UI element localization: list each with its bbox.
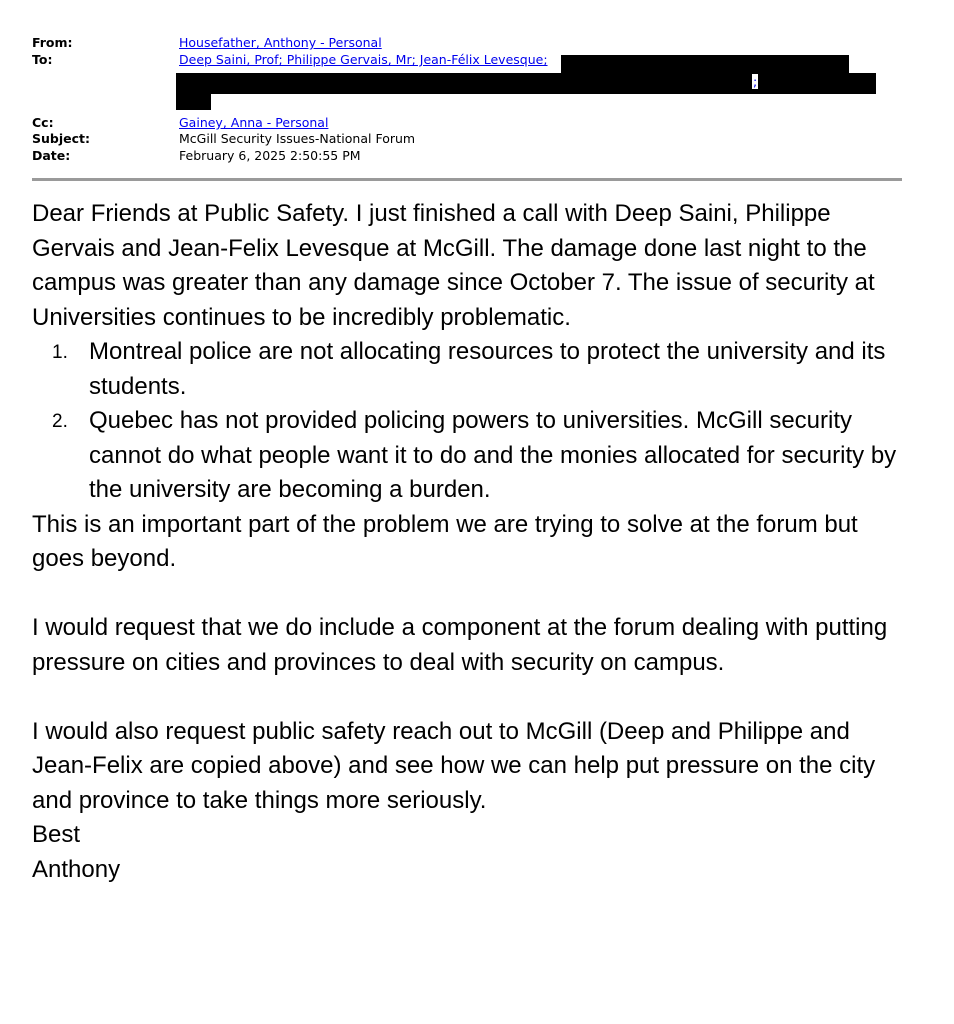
to-label: To: (32, 52, 53, 67)
redaction-block (176, 92, 211, 110)
cc-label: Cc: (32, 115, 54, 130)
intro-paragraph: Dear Friends at Public Safety. I just finished a call with Deep Saini, Philippe Gervais and Jean-Felix Levesque at McGill. The damage done last night to the campus was greater than any damage since October 7. The issue of security at Universities continues to be incredibly problematic. (32, 200, 875, 331)
from-link[interactable]: Housefather, Anthony - Personal (179, 35, 382, 50)
from-label: From: (32, 35, 73, 50)
paragraph-gap (32, 680, 912, 715)
list-item (32, 404, 912, 508)
list-item (32, 335, 912, 404)
request-paragraph-2: I would also request public safety reach out to McGill (Deep and Philippe and Jean-Felix are copied above) and see how we can help put pressure on the city and province to take things more seriously. (32, 717, 876, 814)
signature: Anthony (32, 855, 121, 883)
list-item-text: Quebec has not provided policing powers to universities. McGill security cannot do what people want it to do and the monies allocated for security by the university are becoming a burden. (89, 407, 897, 503)
email-body (32, 197, 912, 887)
to-recipients-link[interactable]: Deep Saini, Prof; Philippe Gervais, Mr; Jean-Félix Levesque; (179, 52, 548, 67)
redaction-block (561, 55, 849, 75)
header-divider (32, 178, 902, 181)
list-number: 1. (52, 342, 68, 363)
after-list-paragraph: This is an important part of the problem we are trying to solve at the forum but goes beyond. (32, 510, 858, 572)
closing-line: Best (32, 821, 81, 848)
paragraph-gap (32, 577, 912, 612)
redaction-block (176, 73, 876, 94)
cc-link[interactable]: Gainey, Anna - Personal (179, 115, 329, 130)
request-paragraph-1: I would request that we do include a component at the forum dealing with putting pressure on cities and provinces to deal with security on campus. (32, 614, 888, 676)
date-label: Date: (32, 148, 71, 163)
to-separator: ; (753, 74, 758, 89)
subject-label: Subject: (32, 131, 90, 146)
date-value: February 6, 2025 2:50:55 PM (179, 148, 361, 163)
list-number: 2. (52, 411, 68, 432)
issues-list (32, 335, 912, 508)
subject-value: McGill Security Issues-National Forum (179, 131, 416, 146)
list-item-text: Montreal police are not allocating resources to protect the university and its students. (89, 338, 886, 400)
